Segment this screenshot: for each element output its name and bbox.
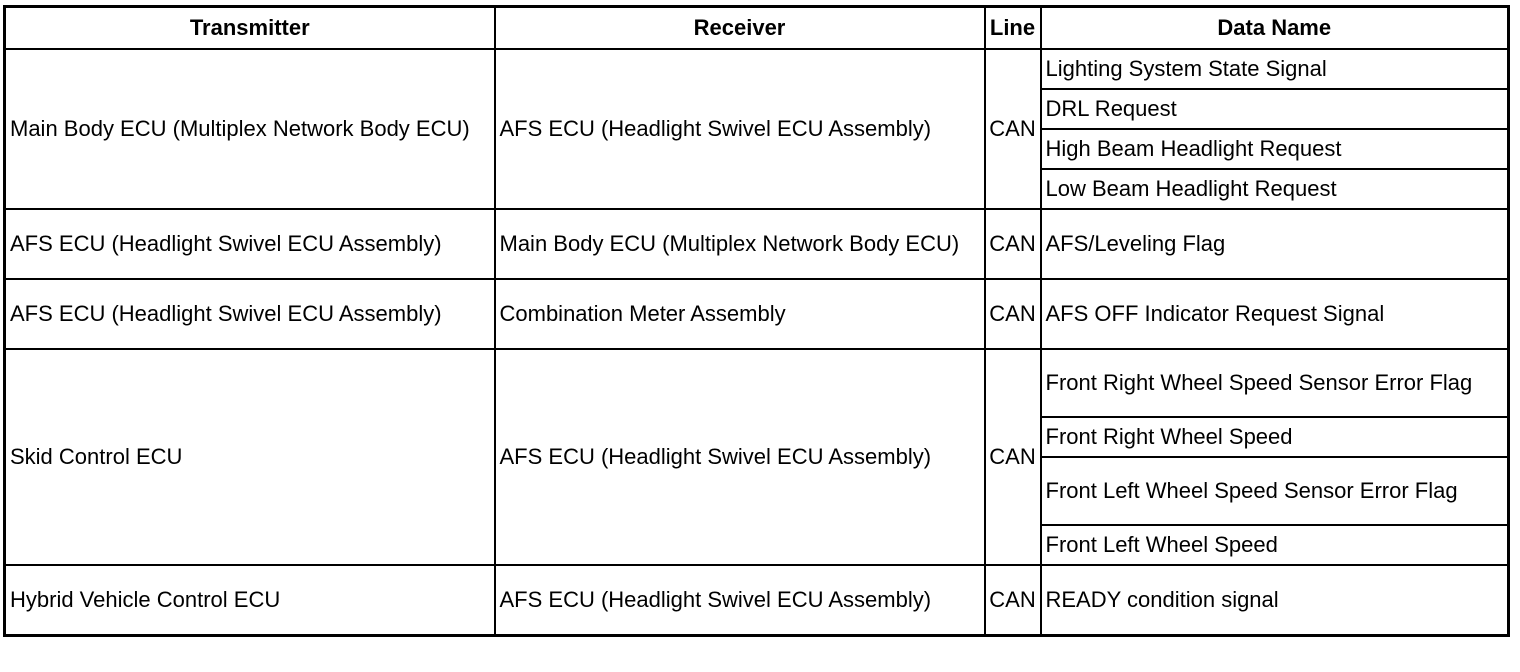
line-cell: CAN: [985, 349, 1041, 565]
transmitter-cell: Skid Control ECU: [5, 349, 495, 565]
line-cell: CAN: [985, 279, 1041, 349]
line-cell: CAN: [985, 565, 1041, 636]
table-row: [5, 49, 1509, 89]
receiver-cell: AFS ECU (Headlight Swivel ECU Assembly): [495, 565, 985, 636]
table-row: [5, 209, 1509, 279]
data-name-cell: AFS OFF Indicator Request Signal: [1041, 279, 1509, 349]
data-name-cell: AFS/Leveling Flag: [1041, 209, 1509, 279]
line-cell: CAN: [985, 209, 1041, 279]
data-name-cell: Lighting System State Signal: [1041, 49, 1509, 89]
receiver-cell: Main Body ECU (Multiplex Network Body ECU): [495, 209, 985, 279]
can-communication-table: [3, 5, 1510, 637]
receiver-cell: AFS ECU (Headlight Swivel ECU Assembly): [495, 49, 985, 209]
data-name-cell: READY condition signal: [1041, 565, 1509, 636]
header-row: [5, 7, 1509, 50]
transmitter-cell: Main Body ECU (Multiplex Network Body ECU): [5, 49, 495, 209]
transmitter-cell: AFS ECU (Headlight Swivel ECU Assembly): [5, 279, 495, 349]
data-name-cell: Low Beam Headlight Request: [1041, 169, 1509, 209]
data-name-cell: Front Right Wheel Speed: [1041, 417, 1509, 457]
data-name-cell: DRL Request: [1041, 89, 1509, 129]
header-data-name: Data Name: [1041, 7, 1509, 50]
header-receiver: Receiver: [495, 7, 985, 50]
data-name-cell: High Beam Headlight Request: [1041, 129, 1509, 169]
receiver-cell: Combination Meter Assembly: [495, 279, 985, 349]
table-row: [5, 349, 1509, 417]
header-line: Line: [985, 7, 1041, 50]
receiver-cell: AFS ECU (Headlight Swivel ECU Assembly): [495, 349, 985, 565]
transmitter-cell: AFS ECU (Headlight Swivel ECU Assembly): [5, 209, 495, 279]
table-row: [5, 565, 1509, 636]
line-cell: CAN: [985, 49, 1041, 209]
transmitter-cell: Hybrid Vehicle Control ECU: [5, 565, 495, 636]
table-row: [5, 279, 1509, 349]
can-communication-table-container: [3, 5, 1507, 637]
data-name-cell: Front Right Wheel Speed Sensor Error Flag: [1041, 349, 1509, 417]
data-name-cell: Front Left Wheel Speed Sensor Error Flag: [1041, 457, 1509, 525]
data-name-cell: Front Left Wheel Speed: [1041, 525, 1509, 565]
header-transmitter: Transmitter: [5, 7, 495, 50]
